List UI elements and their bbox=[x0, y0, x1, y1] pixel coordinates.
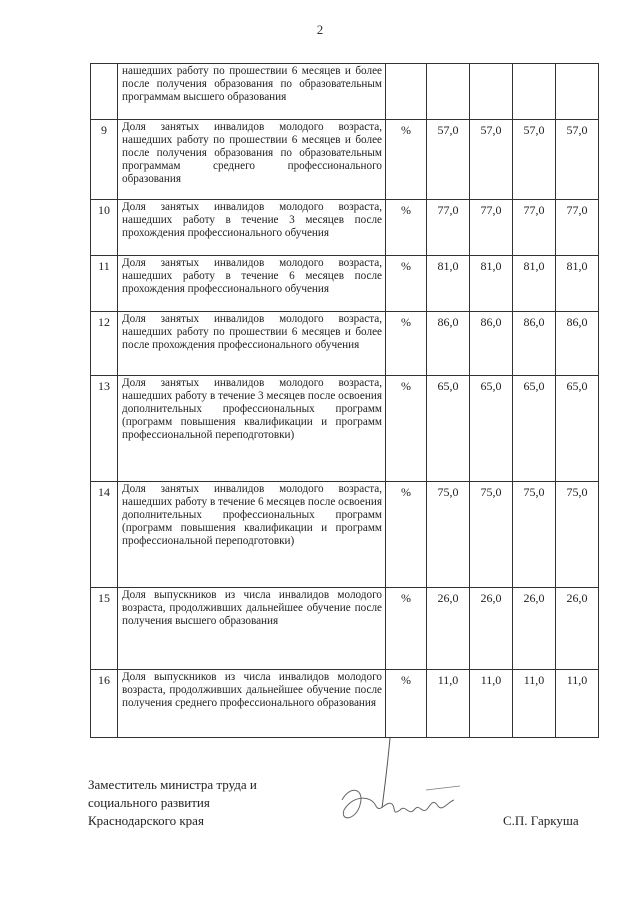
table-row bbox=[91, 64, 599, 120]
indicator-value: 81,0 bbox=[556, 256, 599, 312]
row-number: 15 bbox=[91, 588, 118, 670]
indicator-value: 26,0 bbox=[513, 588, 556, 670]
indicator-name: Доля выпускников из числа инвалидов молодого возраста, продолживших дальнейшее обучение после получения среднего профессионального образования bbox=[118, 670, 386, 738]
signatory-position bbox=[88, 776, 257, 830]
indicator-value: 77,0 bbox=[556, 200, 599, 256]
indicator-value: 65,0 bbox=[427, 376, 470, 482]
signatory-position-line: социального развития bbox=[88, 795, 210, 810]
indicator-value: 77,0 bbox=[513, 200, 556, 256]
indicator-name: Доля занятых инвалидов молодого возраста, нашедших работу в течение 3 месяцев после прохождения профессионального обучения bbox=[118, 200, 386, 256]
row-number: 10 bbox=[91, 200, 118, 256]
unit-of-measure: % bbox=[386, 256, 427, 312]
indicator-name: Доля выпускников из числа инвалидов молодого возраста, продолживших дальнейшее обучение после получения высшего образования bbox=[118, 588, 386, 670]
table-row bbox=[91, 256, 599, 312]
indicator-value bbox=[427, 64, 470, 120]
indicator-value: 75,0 bbox=[513, 482, 556, 588]
indicator-value: 75,0 bbox=[470, 482, 513, 588]
indicator-value: 86,0 bbox=[470, 312, 513, 376]
indicators-table bbox=[90, 63, 599, 738]
signatory-position-line: Краснодарского края bbox=[88, 813, 204, 828]
indicator-name: Доля занятых инвалидов молодого возраста, нашедших работу по прошествии 6 месяцев и более после прохождения профессионального обучения bbox=[118, 312, 386, 376]
indicator-name: Доля занятых инвалидов молодого возраста, нашедших работу в течение 6 месяцев после прохождения профессионального обучения bbox=[118, 256, 386, 312]
indicator-name: нашедших работу по прошествии 6 месяцев и более после получения образования по образовательным программам высшего образования bbox=[118, 64, 386, 120]
handwritten-signature bbox=[330, 730, 480, 840]
indicator-value: 86,0 bbox=[556, 312, 599, 376]
signatory-position-line: Заместитель министра труда и bbox=[88, 777, 257, 792]
unit-of-measure: % bbox=[386, 482, 427, 588]
unit-of-measure: % bbox=[386, 670, 427, 738]
indicator-value: 11,0 bbox=[513, 670, 556, 738]
row-number: 12 bbox=[91, 312, 118, 376]
indicator-value: 75,0 bbox=[556, 482, 599, 588]
indicator-value: 26,0 bbox=[556, 588, 599, 670]
unit-of-measure bbox=[386, 64, 427, 120]
signatory-name: С.П. Гаркуша bbox=[503, 813, 579, 828]
indicator-value: 26,0 bbox=[427, 588, 470, 670]
unit-of-measure: % bbox=[386, 312, 427, 376]
indicator-value: 57,0 bbox=[427, 120, 470, 200]
indicator-value: 77,0 bbox=[427, 200, 470, 256]
table-row bbox=[91, 200, 599, 256]
indicator-value: 81,0 bbox=[470, 256, 513, 312]
table-row bbox=[91, 120, 599, 200]
table-row bbox=[91, 588, 599, 670]
table-row bbox=[91, 670, 599, 738]
table-row bbox=[91, 312, 599, 376]
table-row bbox=[91, 376, 599, 482]
indicator-name: Доля занятых инвалидов молодого возраста, нашедших работу в течение 6 месяцев после освоения дополнительных профессиональных программ (программ повышения квалификации и программ профессиональной переподготовки) bbox=[118, 482, 386, 588]
unit-of-measure: % bbox=[386, 588, 427, 670]
indicators-table-body bbox=[91, 64, 599, 738]
indicator-value: 11,0 bbox=[427, 670, 470, 738]
row-number: 13 bbox=[91, 376, 118, 482]
indicator-value: 75,0 bbox=[427, 482, 470, 588]
indicator-value bbox=[513, 64, 556, 120]
indicator-value bbox=[470, 64, 513, 120]
indicator-value bbox=[556, 64, 599, 120]
indicator-value: 65,0 bbox=[513, 376, 556, 482]
indicator-value: 86,0 bbox=[513, 312, 556, 376]
unit-of-measure: % bbox=[386, 200, 427, 256]
indicator-value: 65,0 bbox=[470, 376, 513, 482]
indicator-value: 81,0 bbox=[513, 256, 556, 312]
indicator-value: 57,0 bbox=[513, 120, 556, 200]
indicator-value: 11,0 bbox=[556, 670, 599, 738]
indicator-name: Доля занятых инвалидов молодого возраста, нашедших работу по прошествии 6 месяцев и более после получения образования по образовательным программам среднего профессионального образования bbox=[118, 120, 386, 200]
indicator-value: 86,0 bbox=[427, 312, 470, 376]
indicator-value: 77,0 bbox=[470, 200, 513, 256]
row-number: 11 bbox=[91, 256, 118, 312]
row-number: 9 bbox=[91, 120, 118, 200]
page-number: 2 bbox=[316, 22, 324, 37]
table-row bbox=[91, 482, 599, 588]
unit-of-measure: % bbox=[386, 120, 427, 200]
indicator-value: 81,0 bbox=[427, 256, 470, 312]
indicator-value: 65,0 bbox=[556, 376, 599, 482]
row-number: 16 bbox=[91, 670, 118, 738]
indicator-value: 57,0 bbox=[556, 120, 599, 200]
row-number bbox=[91, 64, 118, 120]
indicator-value: 57,0 bbox=[470, 120, 513, 200]
indicator-value: 11,0 bbox=[470, 670, 513, 738]
row-number: 14 bbox=[91, 482, 118, 588]
indicator-name: Доля занятых инвалидов молодого возраста, нашедших работу в течение 3 месяцев после освоения дополнительных профессиональных программ (программ повышения квалификации и программ профессиональной переподготовки) bbox=[118, 376, 386, 482]
unit-of-measure: % bbox=[386, 376, 427, 482]
indicator-value: 26,0 bbox=[470, 588, 513, 670]
